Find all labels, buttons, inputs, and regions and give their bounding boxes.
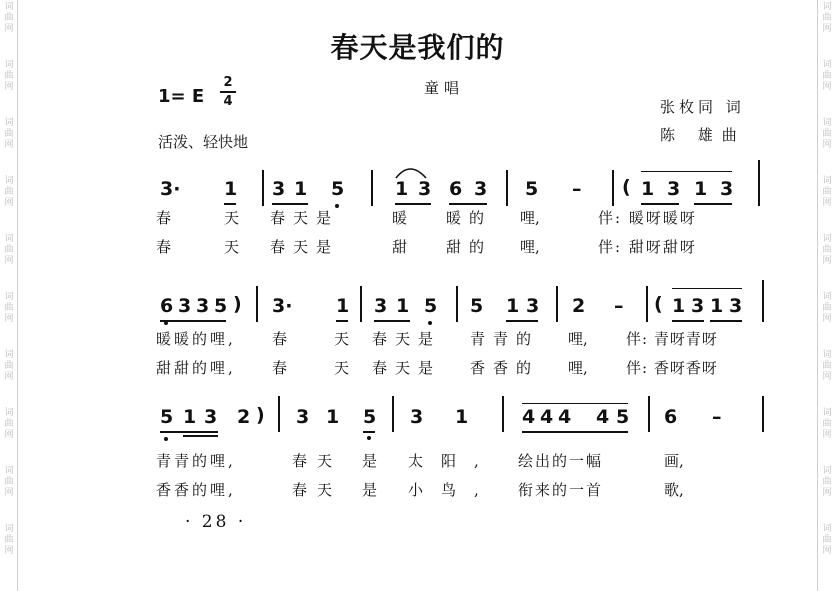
slur (521, 397, 574, 402)
note: 3· (160, 178, 181, 200)
watermark-text: 词 曲 网 (822, 350, 832, 382)
lyric: 衔来的一首 (518, 481, 604, 499)
lyric: 春天 (292, 481, 343, 499)
watermark-text: 词 曲 网 (822, 234, 832, 266)
note: 5 (214, 295, 228, 317)
watermark-text: 词 曲 网 (4, 292, 14, 324)
lyric: 天 (224, 238, 240, 256)
lyric: 伴: 甜呀甜呀 (598, 238, 697, 256)
paren-close: ) (233, 293, 242, 315)
note: 3 (196, 295, 210, 317)
note: 5 (470, 295, 484, 317)
note: 3 (474, 178, 488, 200)
lyric: 暖暖的哩, (156, 330, 236, 348)
lyric: 春 (272, 330, 288, 348)
note: 3 (526, 295, 540, 317)
lyric: 天 (334, 359, 350, 377)
dash: – (614, 295, 624, 317)
watermark-text: 词 曲 网 (4, 176, 14, 208)
lyric: 伴: 暖呀暖呀 (598, 209, 697, 227)
lyric: 春天是 (270, 238, 340, 256)
key-signature: 1= E (158, 86, 205, 107)
watermark-text: 词 曲 网 (4, 118, 14, 150)
note: 4 (540, 406, 554, 428)
composer-credit: 陈 雄曲 (660, 126, 746, 144)
lyric: 暖的 (446, 209, 493, 227)
note: 3 (296, 406, 310, 428)
lyric: 伴: 青呀青呀 (626, 330, 718, 348)
lyric: 天 (334, 330, 350, 348)
slur (396, 169, 426, 178)
watermark-text: 词 曲 网 (822, 176, 832, 208)
note: 1 (224, 178, 238, 200)
note: 1 (294, 178, 308, 200)
lyric: 甜 (392, 238, 408, 256)
dash: – (712, 406, 722, 428)
note: 6 (664, 406, 678, 428)
note: 1 (455, 406, 469, 428)
lyric: 甜甜的哩, (156, 359, 236, 377)
note: 1 (641, 178, 655, 200)
watermark-text: 词 曲 网 (822, 292, 832, 324)
note: 5 (331, 178, 345, 200)
note: 3 (729, 295, 743, 317)
note: 3 (418, 178, 432, 200)
lyric: 春天 (292, 452, 343, 470)
lyric: 香香的哩, (156, 481, 236, 499)
lyric: 哩, (568, 359, 588, 377)
note: 3 (667, 178, 681, 200)
lyric: 哩, (568, 330, 588, 348)
lyric: 春天是 (372, 359, 442, 377)
page-number: · 28 · (185, 512, 247, 532)
watermark-text: 词 曲 网 (822, 524, 832, 556)
note: 6 (160, 295, 174, 317)
watermark-text: 词 曲 网 (4, 60, 14, 92)
watermark-text: 词 曲 网 (4, 350, 14, 382)
lyric: 青青的 (470, 330, 540, 348)
note: 1 (694, 178, 708, 200)
lyric: 暖 (392, 209, 408, 227)
lyric: 画, (664, 452, 684, 470)
watermark-text: 词 曲 网 (822, 60, 832, 92)
note: 3 (691, 295, 705, 317)
lyric: 绘出的一幅 (518, 452, 604, 470)
note: 4 (558, 406, 572, 428)
note: 1 (506, 295, 520, 317)
note: 1 (395, 178, 409, 200)
lyric: 青青的哩, (156, 452, 236, 470)
note: 2 (237, 406, 251, 428)
lyricist-credit: 张枚同 词 (660, 98, 745, 116)
time-signature-bottom: 4 (223, 94, 233, 109)
watermark-text: 词 曲 网 (822, 2, 832, 34)
note: 5 (363, 406, 377, 428)
note: 1 (710, 295, 724, 317)
lyric: 甜的 (446, 238, 493, 256)
lyric: 伴: 香呀香呀 (626, 359, 718, 377)
note: 3 (204, 406, 218, 428)
performance-type: 童唱 (424, 79, 465, 97)
paren-close: ) (256, 404, 265, 426)
watermark-text: 词 曲 网 (4, 2, 14, 34)
lyric: 春 (156, 238, 172, 256)
paren-open: ( (654, 293, 663, 315)
note: 5 (424, 295, 438, 317)
dash: – (572, 178, 582, 200)
note: 3 (374, 295, 388, 317)
note: 1 (396, 295, 410, 317)
note: 1 (336, 295, 350, 317)
lyric: 香香的 (470, 359, 540, 377)
watermark-text: 词 曲 网 (4, 234, 14, 266)
watermark-text: 词 曲 网 (822, 118, 832, 150)
note: 6 (449, 178, 463, 200)
watermark-text: 词 曲 网 (822, 408, 832, 440)
lyric: 小鸟, (408, 481, 497, 499)
tempo-marking: 活泼、轻快地 (158, 133, 249, 151)
time-signature-top: 2 (223, 75, 233, 90)
note: 3· (272, 295, 293, 317)
lyric: 天 (224, 209, 240, 227)
note: 3 (720, 178, 734, 200)
lyric: 哩, (520, 209, 540, 227)
lyric: 春天是 (372, 330, 442, 348)
lyric: 春天是 (270, 209, 340, 227)
lyric: 是 (362, 452, 378, 470)
note: 2 (572, 295, 586, 317)
lyric: 春 (272, 359, 288, 377)
note: 5 (616, 406, 630, 428)
note: 1 (183, 406, 197, 428)
note: 5 (525, 178, 539, 200)
watermark-text: 词 曲 网 (4, 524, 14, 556)
lyric: 春 (156, 209, 172, 227)
note: 3 (178, 295, 192, 317)
note: 1 (672, 295, 686, 317)
note: 4 (596, 406, 610, 428)
note: 3 (272, 178, 286, 200)
note: 3 (410, 406, 424, 428)
watermark-text: 词 曲 网 (4, 408, 14, 440)
lyric: 太阳, (408, 452, 497, 470)
note: 4 (522, 406, 536, 428)
watermark-text: 词 曲 网 (822, 466, 832, 498)
paren-open: ( (622, 176, 631, 198)
note: 1 (326, 406, 340, 428)
lyric: 是 (362, 481, 378, 499)
song-title: 春天是我们的 (330, 31, 505, 64)
lyric: 哩, (520, 238, 540, 256)
watermark-text: 词 曲 网 (4, 466, 14, 498)
lyric: 歌, (664, 481, 684, 499)
note: 5 (160, 406, 174, 428)
